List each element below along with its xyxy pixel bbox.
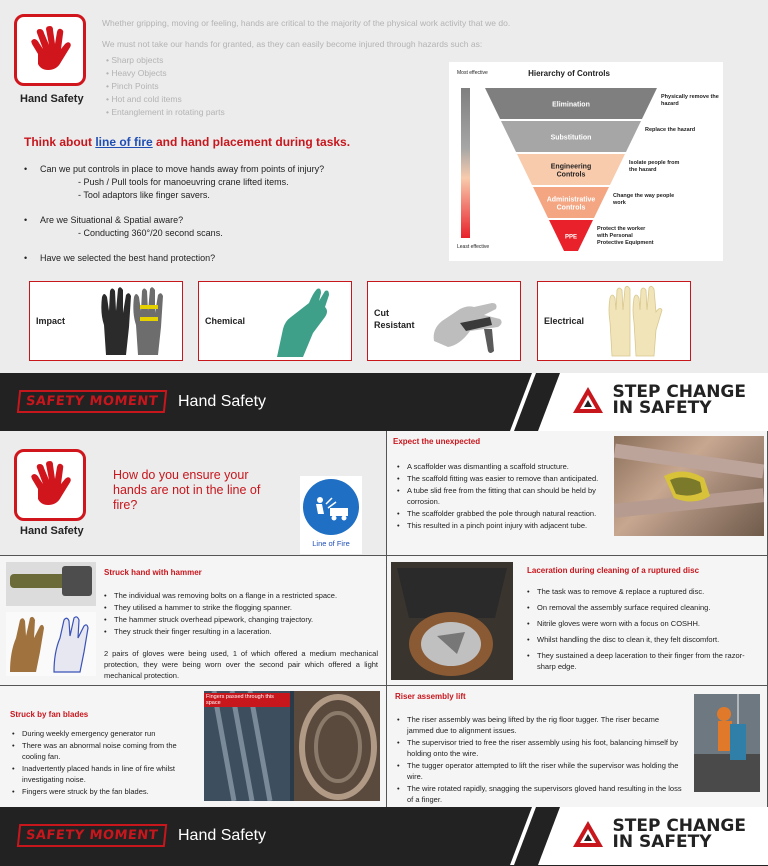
bullet-item: • The hammer struck overhead pipework, changing trajectory. xyxy=(104,614,380,625)
panel-struck-hammer xyxy=(0,556,387,686)
question-item xyxy=(24,163,324,202)
bullet-item: • During weekly emergency generator run xyxy=(12,728,198,739)
fan-blades-photo xyxy=(204,691,380,801)
question-item xyxy=(24,252,324,265)
bullet-item: • They utilised a hammer to strike the flogging spanner. xyxy=(104,602,380,613)
hierarchy-level-label: Elimination xyxy=(552,101,590,109)
step-change-triangle-icon xyxy=(571,819,605,849)
hierarchy-svg xyxy=(449,62,723,261)
gloves-image xyxy=(6,612,96,676)
bullet-item: • On removal the assembly surface required cleaning. xyxy=(527,602,759,613)
hazard-item: • Pinch Points xyxy=(106,80,510,93)
bullet-item: • The scaffold fitting was easier to remove than anticipated. xyxy=(397,473,619,484)
glove-label: Impact xyxy=(36,316,66,326)
most-effective-label: Most effective xyxy=(457,70,488,76)
hammer-photo xyxy=(6,562,96,606)
logo-line-2: IN SAFETY xyxy=(612,398,712,418)
step-change-logo xyxy=(571,384,747,416)
step-change-text xyxy=(613,384,747,416)
hazard-item: • Hot and cold items xyxy=(106,93,510,106)
question-sub: - Push / Pull tools for manoeuvring crane lifted items. xyxy=(78,177,289,187)
line-of-fire-link[interactable]: line of fire xyxy=(95,135,153,149)
hierarchy-level-label: Controls xyxy=(556,204,586,212)
scaffold-pinch-photo xyxy=(614,436,764,536)
inverted-pyramid xyxy=(485,88,719,251)
hierarchy-level-description: work xyxy=(613,200,626,206)
hand-safety-icon xyxy=(14,14,86,86)
hierarchy-level-description: hazard xyxy=(661,101,679,107)
bullet-item: • They sustained a deep laceration to their finger from the razor-sharp edge. xyxy=(527,650,759,672)
hierarchy-level-description: Replace the hazard xyxy=(645,127,696,133)
glove-card-electrical xyxy=(537,281,691,361)
footer-banner xyxy=(0,373,768,431)
glove-label: Cut Resistant xyxy=(374,308,415,330)
hierarchy-level-label: Engineering xyxy=(550,163,592,171)
banner-title: Hand Safety xyxy=(178,393,267,410)
fan-image xyxy=(204,691,380,801)
sign-label: Line of Fire xyxy=(312,539,350,548)
panel-title: Laceration during cleaning of a ruptured disc xyxy=(527,566,700,575)
safety-moment-badge: SAFETY MOMENT xyxy=(17,390,167,413)
hand-safety-icon xyxy=(14,449,86,521)
electrical-glove-icon xyxy=(606,284,666,360)
fan-bullets xyxy=(12,728,198,798)
hierarchy-level-description: the hazard xyxy=(629,167,657,173)
banner-stripe xyxy=(510,373,536,431)
least-effective-label: Least effective xyxy=(457,244,490,250)
bullet-item: • The riser assembly was being lifted by the rig floor tugger. The riser became jammed due to alignment issues. xyxy=(397,714,687,736)
hierarchy-level-label: Substitution xyxy=(550,134,592,142)
step-change-logo xyxy=(571,818,747,850)
bullet-item: • The scaffolder grabbed the pole through natural reaction. xyxy=(397,508,619,519)
hazard-item: • Sharp objects xyxy=(106,54,510,67)
intro-line-2: We must not take our hands for granted, as they can easily become injured through hazards such as: xyxy=(102,39,483,49)
question-list xyxy=(24,163,324,277)
bullet-item: • The supervisor tried to free the riser assembly using his foot, balancing himself by holding onto the wire. xyxy=(397,737,687,759)
effectiveness-bar xyxy=(461,88,470,238)
heading-suffix: and hand placement during tasks. xyxy=(152,135,351,149)
panel-title: Riser assembly lift xyxy=(395,692,466,701)
pinch-injury-image xyxy=(614,436,764,536)
hierarchy-level-description: Protective Equipment xyxy=(597,240,654,246)
bullet-item: • The individual was removing bolts on a flange in a restricted space. xyxy=(104,590,380,601)
panel-fan-blades xyxy=(0,686,387,807)
cut-glove-icon xyxy=(430,285,510,359)
step-change-text xyxy=(613,818,747,850)
hierarchy-of-controls-diagram xyxy=(449,62,723,261)
hammer-paragraph: 2 pairs of gloves were being used, 1 of which offered a medium mechanical protection, they were being worn over the second pair which offered a light mechanical protection. xyxy=(104,649,378,680)
question-text: • Have we selected the best hand protection? xyxy=(40,253,216,263)
hierarchy-level-label: Administrative xyxy=(546,196,596,204)
bullet-item: • Fingers were struck by the fan blades. xyxy=(12,786,198,797)
line-of-fire-sign xyxy=(300,476,362,554)
riser-image xyxy=(694,694,760,792)
bullet-item: • A tube slid free from the fitting that can should be held by corrosion. xyxy=(397,485,619,507)
hazard-item: • Entanglement in rotating parts xyxy=(106,106,510,119)
panel-title: Expect the unexpected xyxy=(393,437,481,446)
safety-moment-badge: SAFETY MOMENT xyxy=(17,824,167,847)
logo-line-2: IN SAFETY xyxy=(612,832,712,852)
hierarchy-level-label: PPE xyxy=(564,234,578,241)
chemical-glove-icon xyxy=(269,285,339,359)
bullet-item: • This resulted in a pinch point injury with adjacent tube. xyxy=(397,520,619,531)
riser-lift-photo xyxy=(694,694,760,792)
photo-caption: Fingers passed through this space xyxy=(204,693,290,707)
line-of-fire-sign-icon xyxy=(302,478,360,536)
hammer-image xyxy=(6,562,96,606)
panel-ruptured-disc xyxy=(387,556,768,686)
bullet-item: • Whilst handling the disc to clean it, they felt discomfort. xyxy=(527,634,759,645)
question-text: • Can we put controls in place to move hands away from points of injury? xyxy=(40,164,325,174)
hierarchy-level-description: with Personal xyxy=(597,233,633,239)
slide-line-of-fire-incidents xyxy=(0,431,768,807)
disc-image xyxy=(391,562,513,680)
bullet-item: • Inadvertently placed hands in line of fire whilst investigating noise. xyxy=(12,763,198,785)
banner-title: Hand Safety xyxy=(178,827,267,844)
hierarchy-level-description: Protect the worker xyxy=(597,226,646,232)
intro-line-1: Whether gripping, moving or feeling, hands are critical to the majority of the physical work activity that we do. xyxy=(102,18,511,28)
logo-line-1: STEP CHANGE xyxy=(612,816,746,836)
glove-label: Electrical xyxy=(544,316,585,326)
bullet-item: • The task was to remove & replace a ruptured disc. xyxy=(527,586,759,597)
panel-title: Struck hand with hammer xyxy=(104,568,202,577)
line-of-fire-question: How do you ensure your hands are not in the line of fire? xyxy=(113,468,261,512)
hierarchy-level-label: Controls xyxy=(556,171,586,179)
panel-expect-unexpected xyxy=(387,431,768,556)
bullet-item: • The tugger operator attempted to lift the riser while the supervisor was holding the wire. xyxy=(397,760,687,782)
disc-bullets xyxy=(527,586,759,673)
footer-banner xyxy=(0,807,768,866)
glove-label: Chemical xyxy=(205,316,246,326)
bullet-item: • There was an abnormal noise coming from the cooling fan. xyxy=(12,740,198,762)
bullet-item: • Nitrile gloves were worn with a focus on COSHH. xyxy=(527,618,759,629)
panel-title: Struck by fan blades xyxy=(10,710,89,719)
glove-card-cut-resistant xyxy=(367,281,521,361)
riser-bullets xyxy=(397,714,687,806)
logo-line-1: STEP CHANGE xyxy=(612,382,746,402)
hand-safety-label: Hand Safety xyxy=(20,93,84,105)
hammer-bullets xyxy=(104,590,380,638)
hierarchy-level-description: Physically remove the xyxy=(661,94,719,100)
question-sub: - Tool adaptors like finger savers. xyxy=(78,190,210,200)
bullet-item: • They struck their finger resulting in a laceration. xyxy=(104,626,380,637)
bullet-item: • A scaffolder was dismantling a scaffold structure. xyxy=(397,461,619,472)
slide-hand-safety-overview xyxy=(0,0,768,373)
hazard-item: • Heavy Objects xyxy=(106,67,510,80)
bullet-item: • The wire rotated rapidly, snagging the supervisors gloved hand resulting in the loss of a finger. xyxy=(397,783,687,805)
hierarchy-title: Hierarchy of Controls xyxy=(528,69,610,78)
panel-question xyxy=(0,431,387,556)
hand-icon xyxy=(24,24,76,76)
glove-card-chemical xyxy=(198,281,352,361)
heading-prefix: Think about xyxy=(24,135,96,149)
panel-riser-lift xyxy=(387,686,768,807)
line-of-fire-heading xyxy=(24,135,350,149)
banner-stripe xyxy=(510,807,536,865)
hand-safety-label: Hand Safety xyxy=(20,525,84,537)
damaged-gloves-photo xyxy=(6,612,96,676)
question-sub: - Conducting 360°/20 second scans. xyxy=(78,228,223,238)
expect-bullets xyxy=(397,461,619,532)
impact-glove-icon xyxy=(96,285,176,359)
hand-icon xyxy=(24,459,76,511)
hierarchy-level-description: Isolate people from xyxy=(629,160,680,166)
step-change-triangle-icon xyxy=(571,385,605,415)
ruptured-disc-photo xyxy=(391,562,513,680)
question-item xyxy=(24,214,324,240)
glove-card-impact xyxy=(29,281,183,361)
hierarchy-level-description: Change the way people xyxy=(613,193,675,199)
question-text: • Are we Situational & Spatial aware? xyxy=(40,215,184,225)
